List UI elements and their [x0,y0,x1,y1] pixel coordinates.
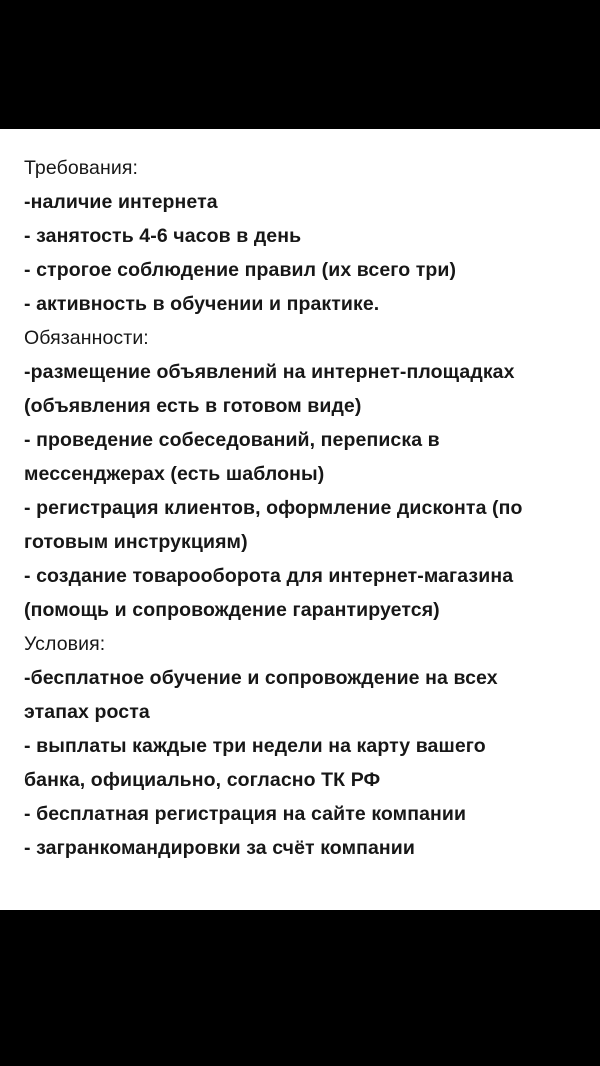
document-line: - загранкомандировки за счёт компании [24,837,415,859]
document-line: - создание товарооборота для интернет-магазина [24,565,514,587]
document-line: - активность в обучении и практике. [24,293,380,315]
document-sheet [0,129,600,910]
document-line: -размещение объявлений на интернет-площадках [24,361,515,383]
document-line: готовым инструкциям) [24,531,248,553]
document-line: (объявления есть в готовом виде) [24,395,362,417]
document-line: - бесплатная регистрация на сайте компании [24,803,467,825]
document-line: (помощь и сопровождение гарантируется) [24,599,440,621]
document-line: - занятость 4-6 часов в день [24,225,302,247]
document-line: - строгое соблюдение правил (их всего три) [24,259,457,281]
letterbox-top [0,0,600,129]
document-line: -бесплатное обучение и сопровождение на всех [24,667,498,689]
document-line: Требования: [24,157,139,179]
document-line: - выплаты каждые три недели на карту вашего [24,735,486,757]
document-line: - регистрация клиентов, оформление дисконта (по [24,497,523,519]
document-line: - проведение собеседований, переписка в [24,429,440,451]
document-line: этапах роста [24,701,150,723]
letterbox-bottom [0,910,600,1066]
document-line: банка, официально, согласно ТК РФ [24,769,381,791]
document-line: Обязанности: [24,327,149,349]
document-line: Условия: [24,633,106,655]
document-line: -наличие интернета [24,191,218,213]
document-line: мессенджерах (есть шаблоны) [24,463,325,485]
